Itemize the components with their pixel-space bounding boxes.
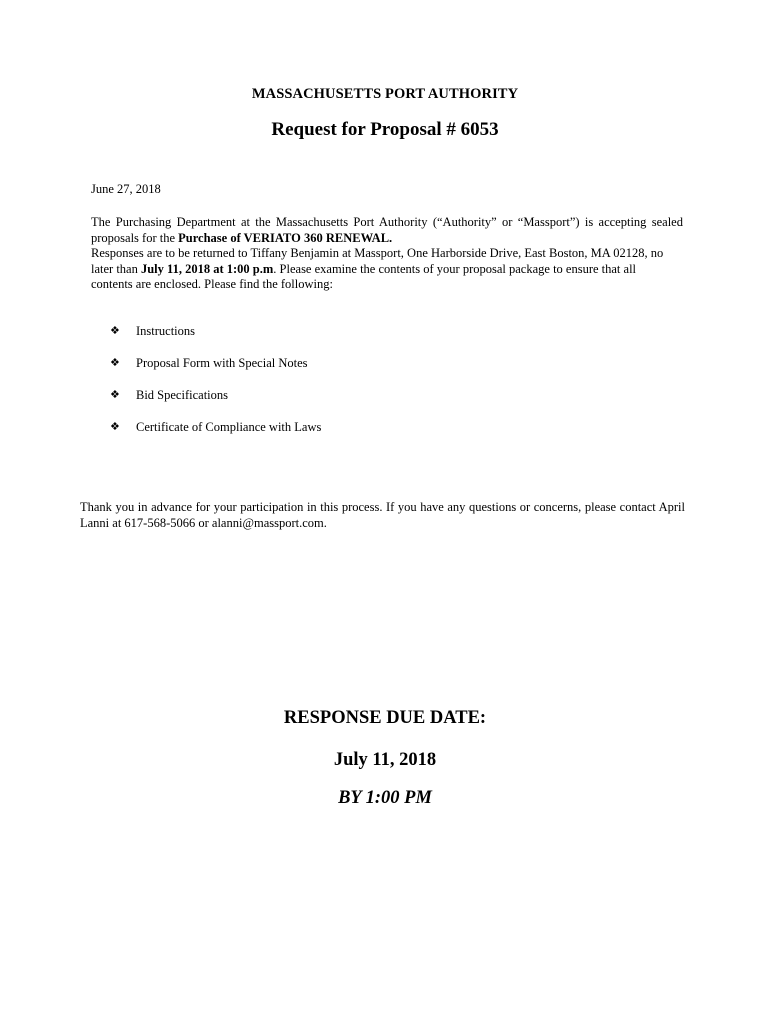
diamond-bullet-icon: ❖ — [110, 356, 120, 369]
intro-line-5: contents are enclosed. Please find the following: — [91, 277, 333, 291]
agency-name: MASSACHUSETTS PORT AUTHORITY — [251, 86, 519, 102]
diamond-bullet-icon: ❖ — [110, 324, 120, 337]
intro-line-1: The Purchasing Department at the Massachusetts Port Authority (“Authority” or “Massport”) is accepting sealed — [91, 215, 683, 229]
purchase-name: Purchase of VERIATO 360 RENEWAL. — [178, 230, 393, 245]
intro-line-3: Responses are to be returned to Tiffany Benjamin at Massport, One Harborside Drive, East Boston, MA 02128, no — [91, 246, 664, 260]
list-item — [110, 322, 321, 354]
list-item-label: Bid Specifications — [136, 388, 228, 402]
intro-line-2 — [91, 231, 683, 247]
list-item-label: Certificate of Compliance with Laws — [136, 420, 322, 434]
list-item-label: Proposal Form with Special Notes — [136, 356, 308, 370]
closing-line-2: Lanni at 617-568-5066 or alanni@massport.com. — [80, 516, 327, 530]
diamond-bullet-icon: ❖ — [110, 420, 120, 433]
list-item — [110, 354, 321, 386]
closing-line-1: Thank you in advance for your participation in this process. If you have any questions or concerns, please contact April — [80, 500, 685, 514]
deadline-text: July 11, 2018 at 1:00 p.m — [140, 261, 274, 276]
list-item — [110, 418, 321, 450]
list-item-label: Instructions — [136, 324, 196, 338]
closing-paragraph — [80, 499, 685, 531]
due-time: BY 1:00 PM — [338, 788, 432, 808]
diamond-bullet-icon: ❖ — [110, 388, 120, 401]
due-date-heading: RESPONSE DUE DATE: — [283, 708, 487, 728]
intro-line-2-text: proposals for the — [91, 230, 179, 245]
letter-date: June 27, 2018 — [91, 182, 161, 196]
due-date: July 11, 2018 — [333, 750, 437, 770]
contents-list — [110, 322, 321, 450]
intro-line-4-suffix: . Please examine the contents of your proposal package to ensure that all — [273, 261, 637, 276]
intro-paragraph — [91, 215, 683, 293]
list-item — [110, 386, 321, 418]
intro-line-4-text: later than — [91, 261, 141, 276]
intro-line-4 — [91, 262, 683, 278]
rfp-title: Request for Proposal # 6053 — [271, 119, 499, 140]
